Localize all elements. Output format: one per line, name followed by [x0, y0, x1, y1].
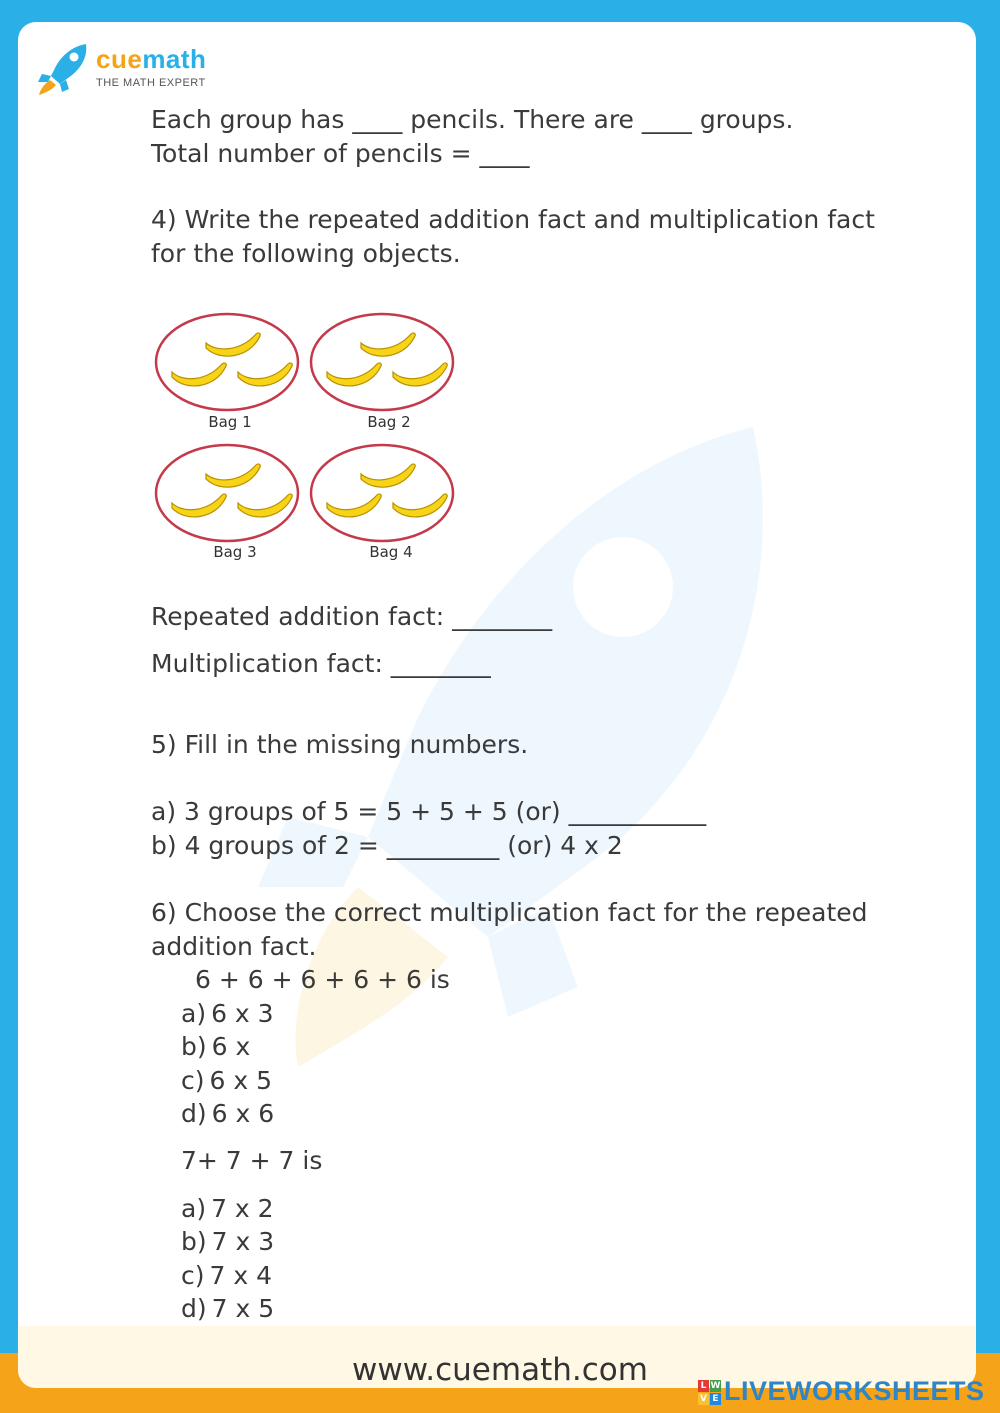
lw-badge-w: W [710, 1381, 721, 1391]
footer-website[interactable]: www.cuemath.com [352, 1352, 648, 1388]
q5-part-b: b) 4 groups of 2 = _________ (or) 4 x 2 [151, 831, 623, 860]
banana-bags-illustration [152, 308, 462, 568]
logo-wordmark [96, 44, 206, 75]
right-border [972, 0, 1000, 1413]
q5-part-a: a) 3 groups of 5 = 5 + 5 + 5 (or) ___________ [151, 797, 707, 826]
q6-part2-option-c[interactable]: c) 7 x 4 [181, 1261, 272, 1290]
liveworksheets-badge-icon [698, 1380, 722, 1406]
q3-line-2: Total number of pencils = ____ [151, 139, 530, 168]
q4-repeated-addition-fact: Repeated addition fact: ________ [151, 602, 553, 631]
q6-part2-expression: 7+ 7 + 7 is [181, 1146, 323, 1175]
q4-prompt-line-1: 4) Write the repeated addition fact and multiplication fact [151, 205, 875, 234]
q6-part1-option-b[interactable]: b) 6 x [181, 1032, 251, 1061]
logo-math: math [142, 44, 207, 74]
bag-3-label: Bag 3 [213, 543, 257, 561]
lw-badge-v: V [698, 1393, 709, 1405]
logo-cue: cue [96, 44, 143, 74]
bag-1-label: Bag 1 [208, 413, 252, 431]
q6-part2-option-a[interactable]: a) 7 x 2 [181, 1194, 274, 1223]
bag-4-label: Bag 4 [369, 543, 413, 561]
q6-part1-option-a[interactable]: a) 6 x 3 [181, 999, 274, 1028]
q6-part1-expression: 6 + 6 + 6 + 6 + 6 is [195, 965, 450, 994]
q6-part1-option-d[interactable]: d) 6 x 6 [181, 1099, 275, 1128]
q4-prompt-line-2: for the following objects. [151, 239, 461, 268]
liveworksheets-text: LIVEWORKSHEETS [724, 1376, 985, 1406]
q6-part2-option-b[interactable]: b) 7 x 3 [181, 1227, 275, 1256]
q6-prompt-line-2: addition fact. [151, 932, 317, 961]
liveworksheets-logo[interactable] [698, 1376, 998, 1410]
bag-2-label: Bag 2 [367, 413, 411, 431]
lw-badge-l: L [698, 1380, 709, 1392]
q6-prompt-line-1: 6) Choose the correct multiplication fact for the repeated [151, 898, 868, 927]
q5-prompt: 5) Fill in the missing numbers. [151, 730, 529, 759]
q6-part1-option-c[interactable]: c) 6 x 5 [181, 1066, 272, 1095]
q6-part2-option-d[interactable]: d) 7 x 5 [181, 1294, 275, 1323]
lw-badge-e: E [710, 1393, 721, 1405]
logo-tagline: THE MATH EXPERT [96, 77, 206, 89]
q4-multiplication-fact: Multiplication fact: ________ [151, 649, 491, 678]
q3-line-1: Each group has ____ pencils. There are ____ groups. [151, 105, 794, 134]
cuemath-logo[interactable] [36, 40, 226, 98]
rocket-logo-icon [36, 42, 92, 96]
